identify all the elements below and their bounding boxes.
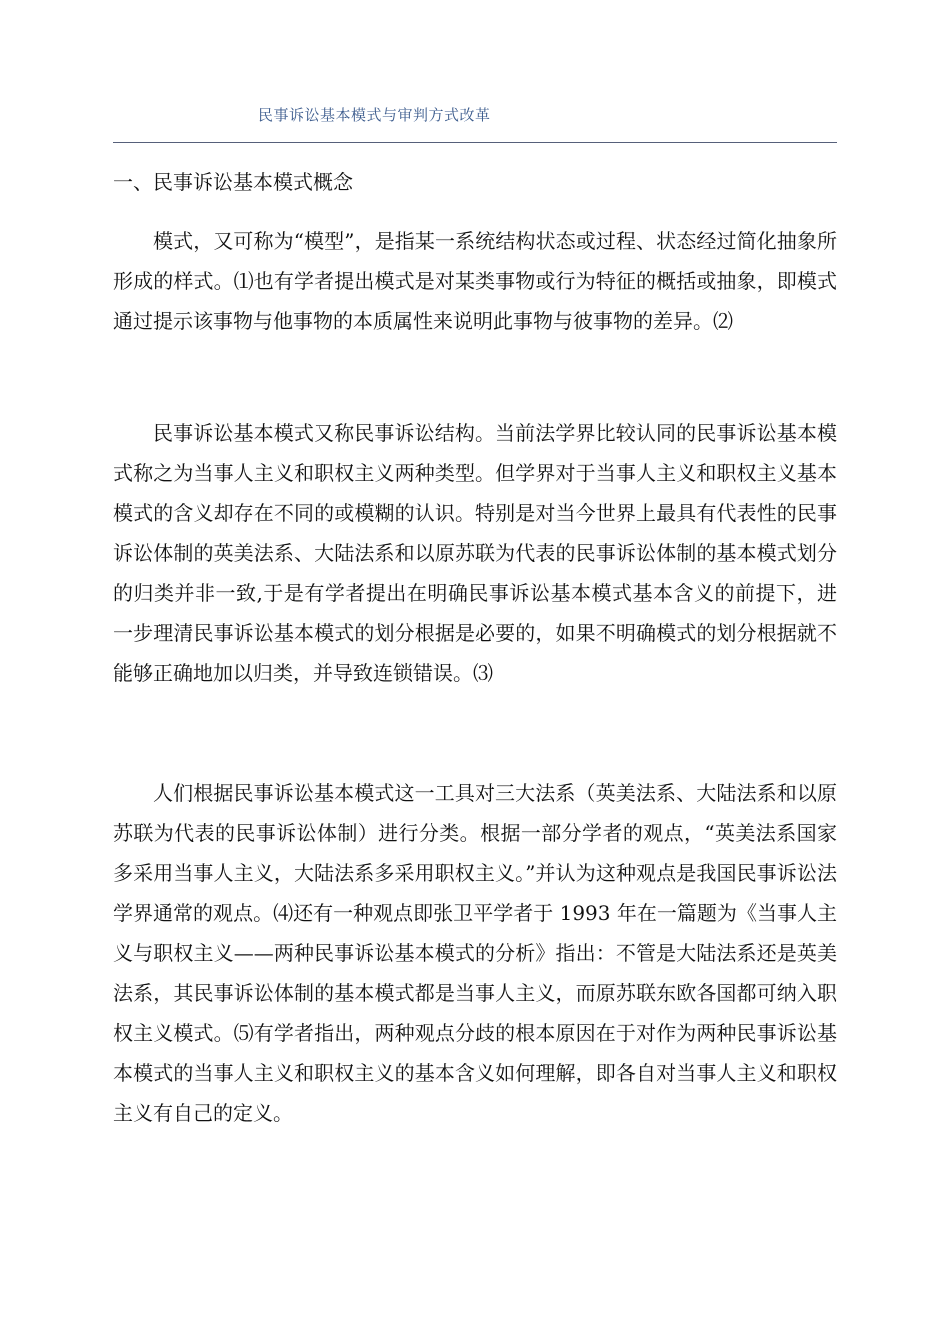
body-paragraph-1: 模式，又可称为“模型”，是指某一系统结构状态或过程、状态经过简化抽象所形成的样式。⑴也有学者提出模式是对某类事物或行为特征的概括或抽象，即模式通过提示该事物与他事物的本质属性来说明此事物与彼事物的差异。⑵ (113, 229, 837, 333)
header-divider (113, 142, 837, 143)
section-heading: 一、民事诉讼基本模式概念 (113, 170, 353, 194)
body-paragraph-2: 民事诉讼基本模式又称民事诉讼结构。当前法学界比较认同的民事诉讼基本模式称之为当事人主义和职权主义两种类型。但学界对于当事人主义和职权主义基本模式的含义却存在不同的或模糊的认识。特别是对当今世界上最具有代表性的民事诉讼体制的英美法系、大陆法系和以原苏联为代表的民事诉讼体制的基本模式划分的归类并非一致,于是有学者提出在明确民事诉讼基本模式基本含义的前提下，进一步理清民事诉讼基本模式的划分根据是必要的，如果不明确模式的划分根据就不能够正确地加以归类，并导致连锁错误。⑶ (113, 421, 837, 685)
body-paragraph-3: 人们根据民事诉讼基本模式这一工具对三大法系（英美法系、大陆法系和以原苏联为代表的民事诉讼体制）进行分类。根据一部分学者的观点，“英美法系国家多采用当事人主义，大陆法系多采用职权主义。”并认为这种观点是我国民事诉讼法学界通常的观点。⑷还有一种观点即张卫平学者于 1993 年在一篇题为《当事人主义与职权主义——两种民事诉讼基本模式的分析》指出：不管是大陆法系还是英美法系，其民事诉讼体制的基本模式都是当事人主义，而原苏联东欧各国都可纳入职权主义模式。⑸有学者指出，两种观点分歧的根本原因在于对作为两种民事诉讼基本模式的当事人主义和职权主义的基本含义如何理解，即各自对当事人主义和职权主义有自己的定义。 (113, 781, 837, 1125)
page-header-title: 民事诉讼基本模式与审判方式改革 (258, 106, 491, 124)
